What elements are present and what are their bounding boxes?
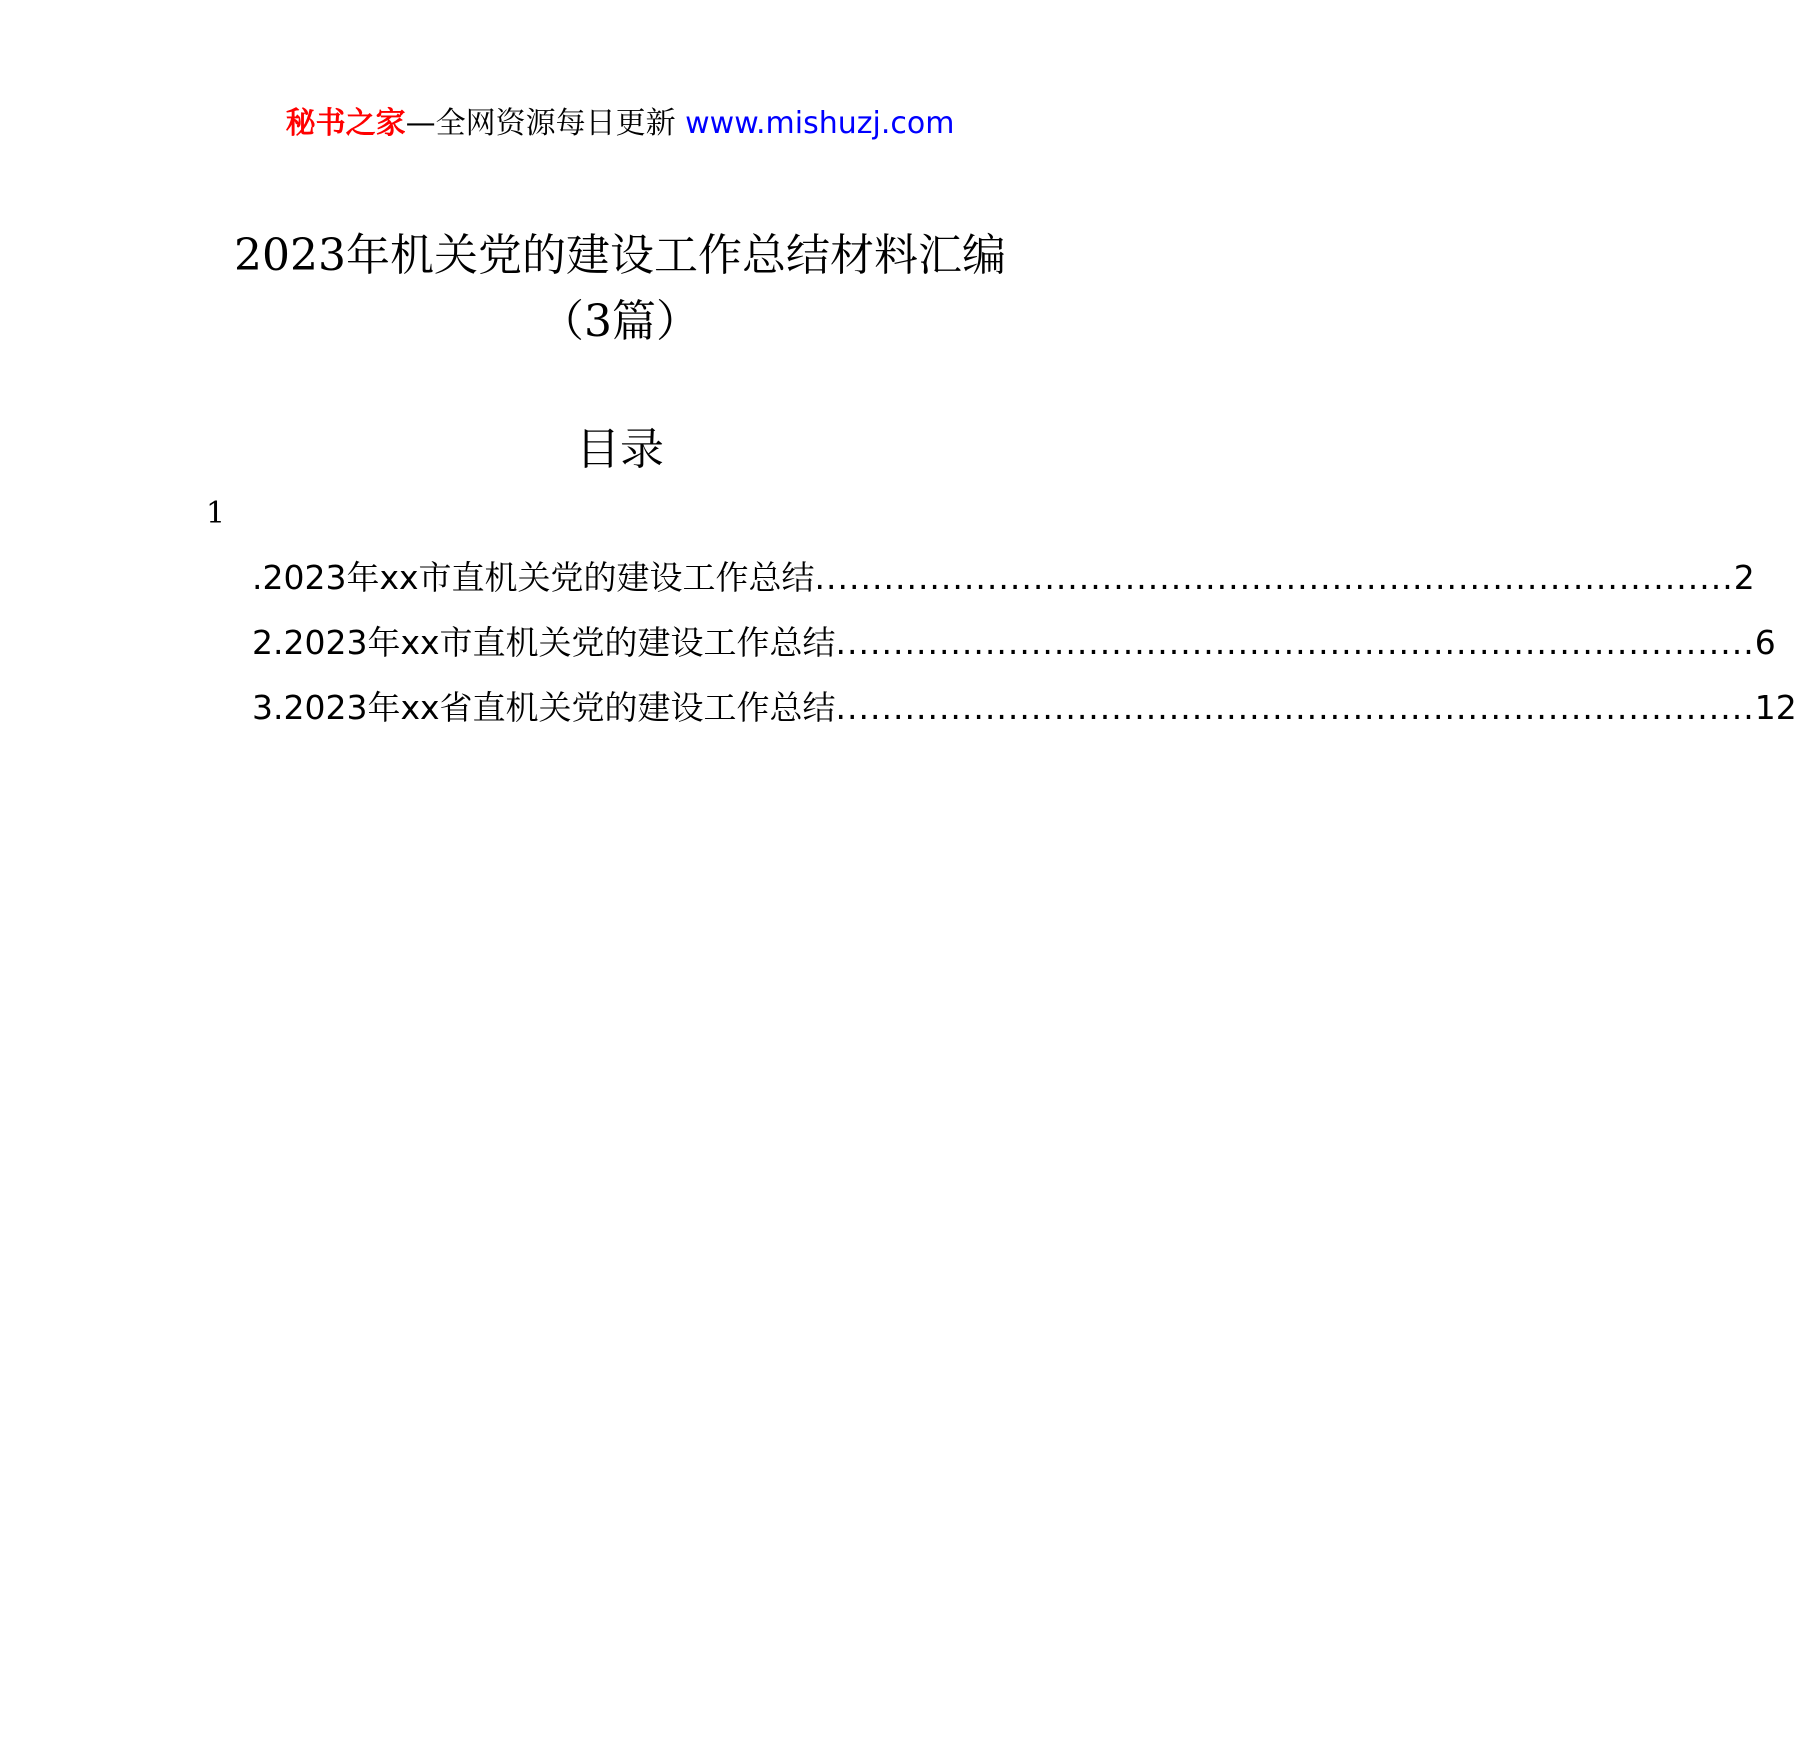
title-year: 2023 <box>234 230 346 281</box>
toc-entry-label: 3.2023年xx省直机关党的建设工作总结 <box>252 688 836 727</box>
title-count-suffix: 篇） <box>612 296 700 347</box>
title-count: 3 <box>584 296 612 347</box>
document-title-line-2 <box>0 292 1240 352</box>
toc-leader-dots: ................................................................................ <box>814 558 1734 597</box>
toc-entry-label: .2023年xx市直机关党的建设工作总结 <box>252 558 815 597</box>
document-title-line-1 <box>0 226 1240 286</box>
title-paren-open: （ <box>540 296 584 347</box>
brand-name: 秘书之家 <box>285 106 406 141</box>
toc-entry-page: 12 <box>1754 688 1797 727</box>
toc-heading: 目录 <box>576 424 664 475</box>
orphan-list-number: 1 <box>206 496 226 531</box>
toc-leader-dots: ................................................................................ <box>835 623 1755 662</box>
title-text: 年机关党的建设工作总结材料汇编 <box>345 230 1006 281</box>
header-tagline: —全网资源每日更新 <box>405 106 676 141</box>
toc-leader-dots: ................................................................................ <box>835 688 1755 727</box>
toc-entry-page: 6 <box>1754 623 1776 662</box>
toc-entry-2[interactable] <box>252 621 1776 686</box>
site-url-link[interactable]: www.mishuzj.com <box>685 106 955 141</box>
table-of-contents <box>252 556 1797 751</box>
toc-entry-page: 2 <box>1733 558 1755 597</box>
site-header <box>0 100 1240 148</box>
toc-entry-3[interactable] <box>252 686 1797 751</box>
toc-entry-label: 2.2023年xx市直机关党的建设工作总结 <box>252 623 836 662</box>
toc-entry-1[interactable] <box>252 556 1755 621</box>
